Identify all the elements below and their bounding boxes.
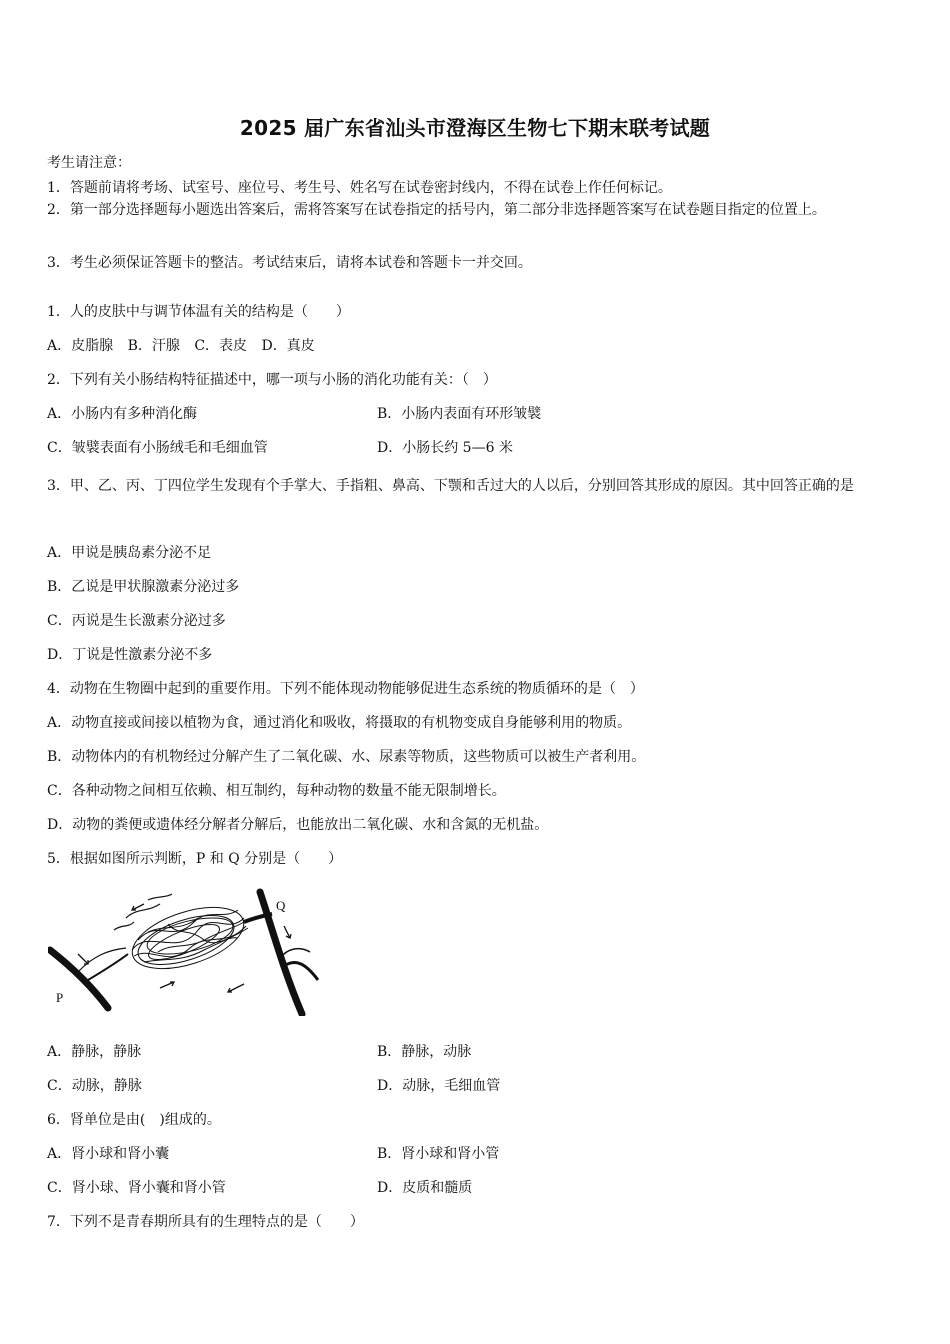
option-b: B．肾小球和肾小管	[377, 1146, 500, 1162]
option-a: A．甲说是胰岛素分泌不足	[47, 545, 212, 561]
question-stem: 3．甲、乙、丙、丁四位学生发现有个手掌大、手指粗、鼻高、下颚和舌过大的人以后，分别回答其形成的原因。其中回答正确的是	[47, 478, 854, 494]
option-b: B．动物体内的有机物经过分解产生了二氧化碳、水、尿素等物质，这些物质可以被生产者利用。	[47, 749, 646, 765]
question-stem: 7．下列不是青春期所具有的生理特点的是（ ）	[47, 1214, 364, 1230]
option-a: A．动物直接或间接以植物为食，通过消化和吸收，将摄取的有机物变成自身能够利用的物质。	[47, 715, 632, 731]
option-d: D．动物的粪便或遗体经分解者分解后，也能放出二氧化碳、水和含氮的无机盐。	[47, 817, 549, 833]
notice-item: 2．第一部分选择题每小题选出答案后，需将答案写在试卷指定的括号内，第二部分非选择题答案写在试卷题目指定的位置上。	[47, 202, 826, 218]
question-stem: 2．下列有关小肠结构特征描述中，哪一项与小肠的消化功能有关：（ ）	[47, 372, 497, 388]
option-b: B．汗腺	[127, 338, 180, 354]
question-stem: 6．肾单位是由( )组成的。	[47, 1112, 221, 1128]
option-d: D．皮质和髓质	[377, 1180, 473, 1196]
option-d: D．丁说是性激素分泌不多	[47, 647, 213, 663]
label-q: Q	[276, 898, 286, 913]
question-stem: 4．动物在生物圈中起到的重要作用。下列不能体现动物能够促进生态系统的物质循环的是（ ）	[47, 681, 644, 697]
question-stem: 1．人的皮肤中与调节体温有关的结构是（ ）	[47, 304, 350, 320]
option-d: D．动脉，毛细血管	[377, 1078, 501, 1094]
option-c: C．皱襞表面有小肠绒毛和毛细血管	[47, 440, 268, 456]
option-a: A．肾小球和肾小囊	[47, 1146, 170, 1162]
option-d: D．小肠长约 5—6 米	[377, 440, 513, 456]
option-d: D．真皮	[261, 338, 315, 354]
notice-item: 3．考生必须保证答题卡的整洁。考试结束后，请将本试卷和答题卡一并交回。	[47, 255, 532, 271]
question-stem: 5．根据如图所示判断，P 和 Q 分别是（ ）	[47, 851, 343, 867]
label-p: P	[56, 990, 64, 1005]
option-a: A．静脉，静脉	[47, 1044, 142, 1060]
notice-heading: 考生请注意：	[47, 155, 131, 171]
option-b: B．小肠内表面有环形皱襞	[377, 406, 542, 422]
option-b: B．乙说是甲状腺激素分泌过多	[47, 579, 240, 595]
option-c: C．表皮	[194, 338, 248, 354]
blood-vessel-diagram	[48, 888, 320, 1016]
page-title: 2025 届广东省汕头市澄海区生物七下期末联考试题	[239, 116, 711, 140]
option-b: B．静脉，动脉	[377, 1044, 472, 1060]
option-c: C．动脉，静脉	[47, 1078, 142, 1094]
option-c: C．各种动物之间相互依赖、相互制约，每种动物的数量不能无限制增长。	[47, 783, 506, 799]
option-c: C．丙说是生长激素分泌过多	[47, 613, 226, 629]
option-c: C．肾小球、肾小囊和肾小管	[47, 1180, 226, 1196]
notice-item: 1．答题前请将考场、试室号、座位号、考生号、姓名写在试卷密封线内，不得在试卷上作任何标记。	[47, 180, 672, 196]
question-options	[47, 335, 325, 355]
option-a: A．小肠内有多种消化酶	[47, 406, 198, 422]
option-a: A．皮脂腺	[47, 338, 114, 354]
